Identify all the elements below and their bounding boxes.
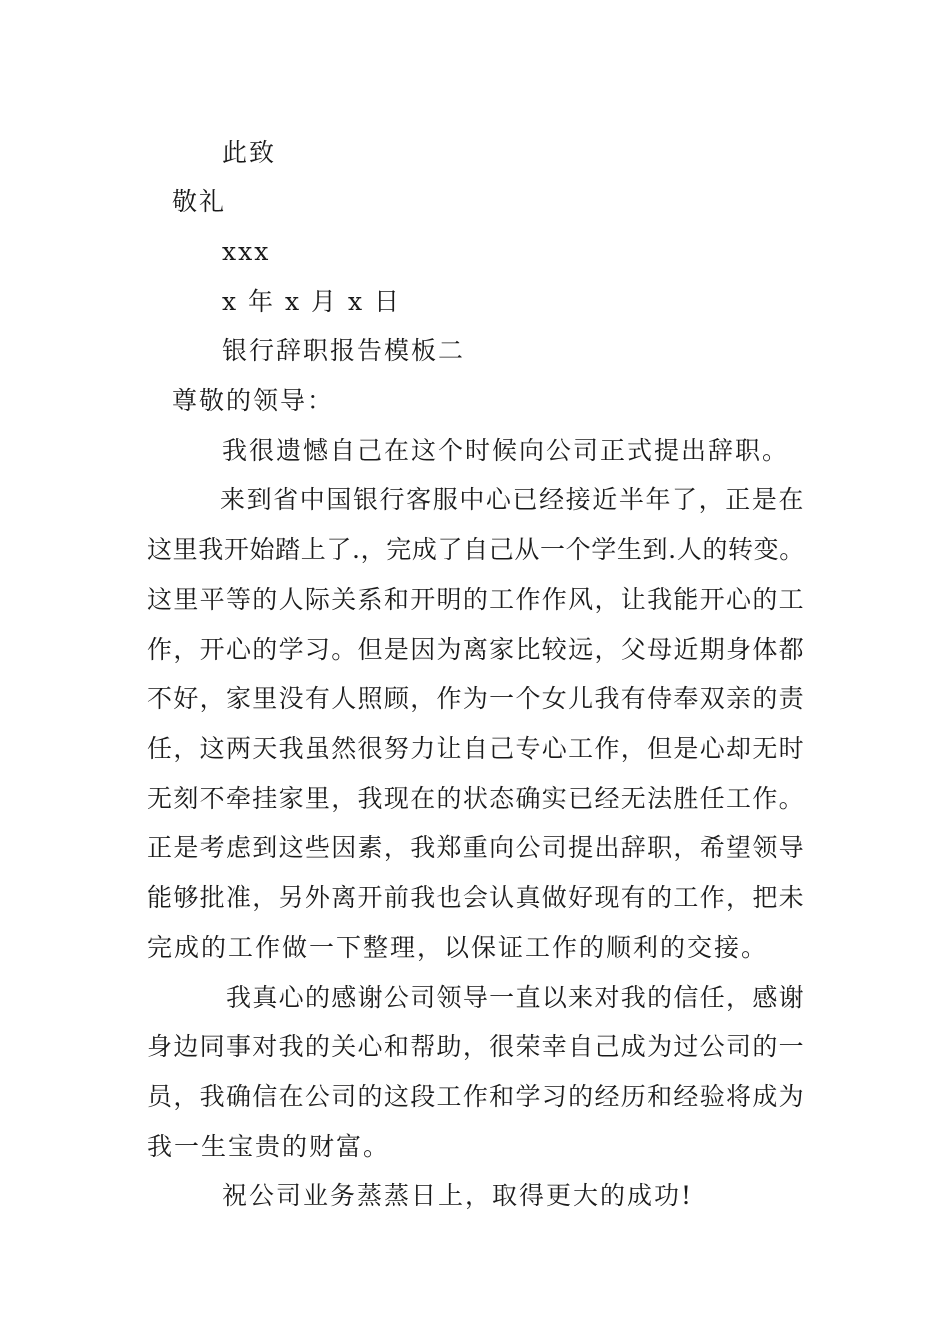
date-line: x 年 x 月 x 日 <box>222 287 402 316</box>
closing-jing-li: 敬礼 <box>172 187 227 216</box>
signature: xxx <box>222 237 271 266</box>
salutation: 尊敬的领导： <box>172 386 335 415</box>
paragraph-line: 无刻不牵挂家里，我现在的状态确实已经无法胜任工作。 <box>147 784 806 813</box>
paragraph-line: 能够批准，另外离开前我也会认真做好现有的工作，把未 <box>147 883 806 912</box>
paragraph-line: 正是考虑到这些因素，我郑重向公司提出辞职，希望领导 <box>147 833 806 862</box>
paragraph-line: 这里平等的人际关系和开明的工作作风，让我能开心的工 <box>147 585 806 614</box>
paragraph-line: 我真心的感谢公司领导一直以来对我的信任，感谢 <box>226 983 806 1012</box>
paragraph-line: 不好，家里没有人照顾，作为一个女儿我有侍奉双亲的责 <box>147 684 806 713</box>
paragraph-line: 祝公司业务蒸蒸日上，取得更大的成功! <box>222 1181 694 1210</box>
section-title: 银行辞职报告模板二 <box>222 336 466 365</box>
paragraph-line: 我一生宝贵的财富。 <box>147 1132 391 1161</box>
paragraph-line: 任，这两天我虽然很努力让自己专心工作，但是心却无时 <box>147 734 806 763</box>
paragraph-line: 身边同事对我的关心和帮助，很荣幸自己成为过公司的一 <box>147 1032 806 1061</box>
paragraph-line: 完成的工作做一下整理，以保证工作的顺利的交接。 <box>147 933 769 962</box>
paragraph-line: 作，开心的学习。但是因为离家比较远，父母近期身体都 <box>147 635 806 664</box>
paragraph-line: 来到省中国银行客服中心已经接近半年了，正是在 <box>220 485 806 514</box>
paragraph-line: 这里我开始踏上了.，完成了自己从一个学生到.人的转变。 <box>147 535 805 564</box>
paragraph-line: 我很遗憾自己在这个时候向公司正式提出辞职。 <box>222 436 790 465</box>
closing-ci-zhi: 此致 <box>222 138 277 167</box>
paragraph-line: 员，我确信在公司的这段工作和学习的经历和经验将成为 <box>147 1082 806 1111</box>
